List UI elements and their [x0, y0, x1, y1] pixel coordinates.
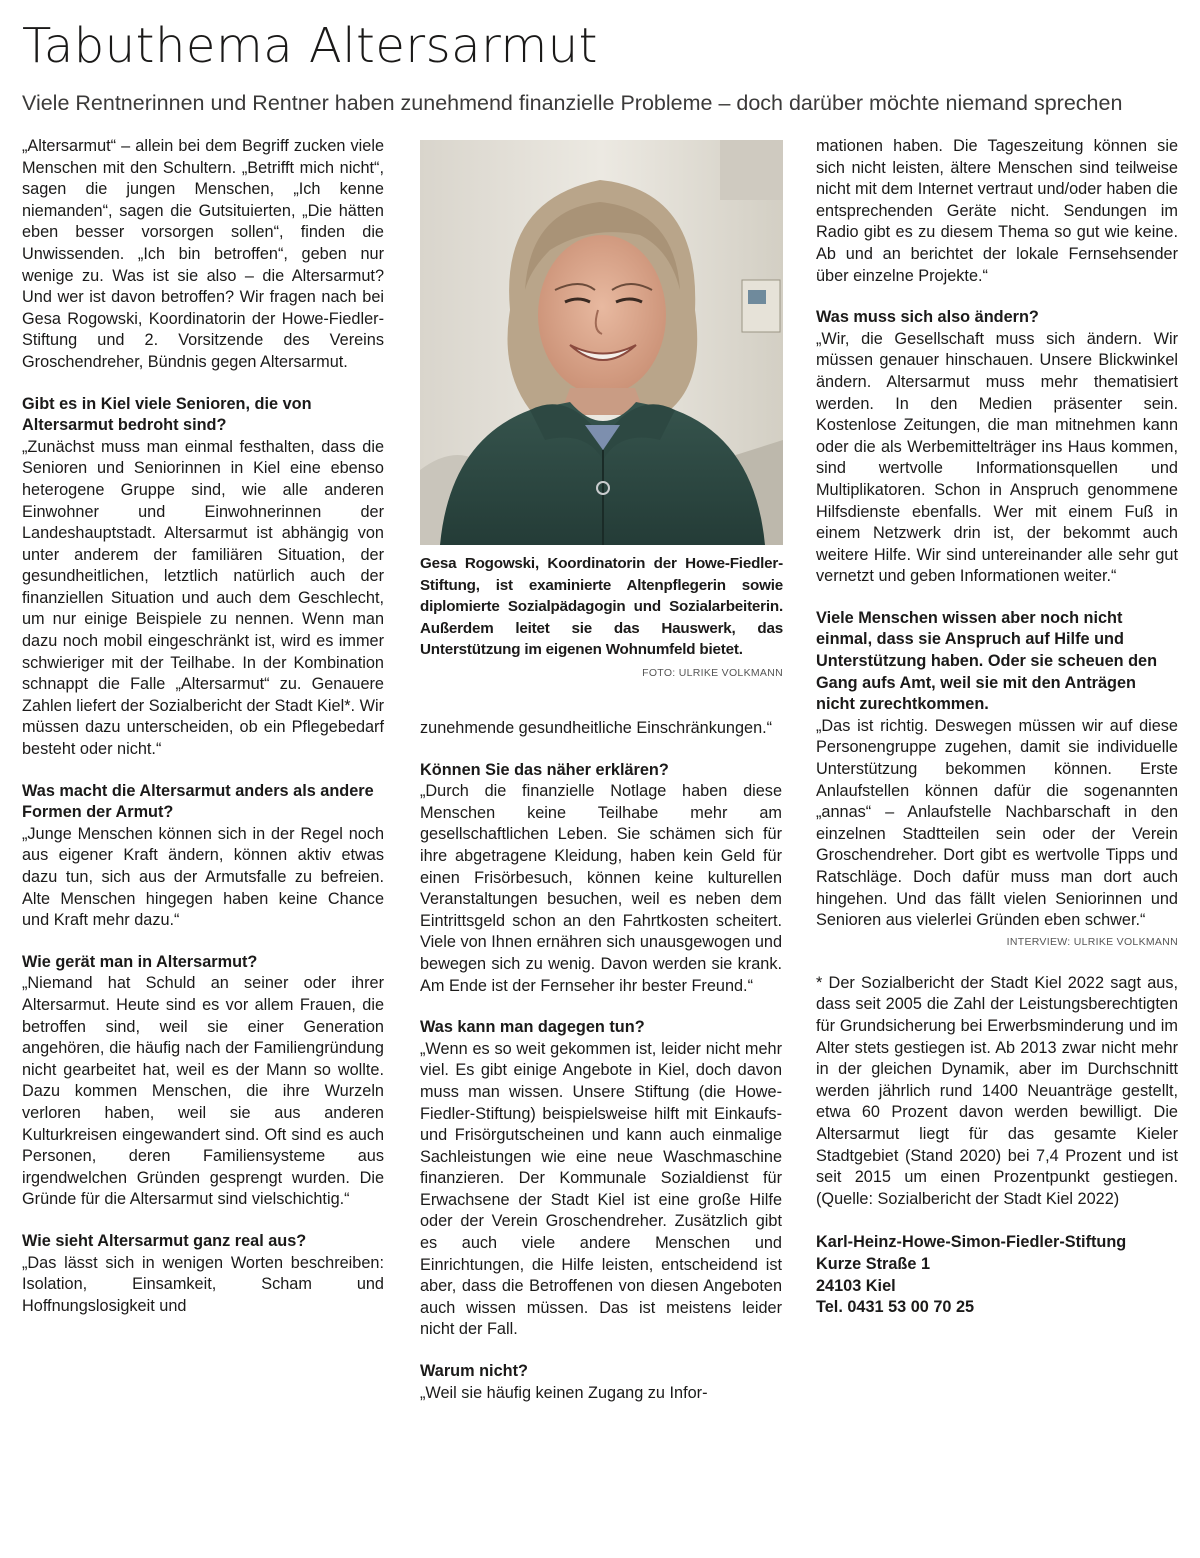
question-heading: Was muss sich also ändern? [816, 308, 1039, 327]
question-heading: Was kann man dagegen tun? [420, 1018, 645, 1037]
answer-paragraph: „Wenn es so weit gekommen ist, leider nicht mehr viel. Es gibt einige Angebote in Kiel, doch davon muss man wissen. Unsere Stiftung (die Howe-Fiedler-Stiftung) beispielsweise hilft mit Einkaufs- und Frisörgutscheinen und kann auch einmalige Sachleistungen wie eine neue Waschmaschine finanzieren. Der Kommunale Sozialdienst für Erwachsene der Stadt Kiel ist eine große Hilfe oder der Verein Groschendreher. Zusätzlich gibt es auch viele andere Menschen und Einrichtungen, die Hilfe leisten, entscheidend ist aber, dass die Betroffenen von diesen Angeboten auch wissen müssen. Das ist meistens leider nicht der Fall. [420, 1039, 782, 1339]
interview-credit: INTERVIEW: ULRIKE VOLKMANN [1006, 935, 1178, 948]
foundation-address [816, 1232, 1178, 1318]
answer-paragraph: „Das ist richtig. Deswegen müssen wir auf diese Personengruppe zugehen, damit sie individuelle Unterstützung bekommen können. Erste Anlaufstellen können dafür die sogenannten „annas“ – Anlaufstelle Nachbarschaft in den einzelnen Stadtteilen sein oder der Verein Groschendreher. Dort gibt es wertvolle Tipps und Ratschläge. Doch dafür muss man dort auch hingehen. Und das fällt vielen Seniorinnen und Senioren aus vielerlei Gründen eben schwer.“ [816, 716, 1178, 930]
question-heading: Wie gerät man in Altersarmut? [22, 952, 258, 971]
answer-paragraph: „Das lässt sich in wenigen Worten beschreiben: Isolation, Einsamkeit, Scham und Hoffnungslosigkeit und [22, 1253, 384, 1315]
question-heading: Wie sieht Altersarmut ganz real aus? [22, 1231, 307, 1250]
caption-text: Gesa Rogowski, Koordinatorin der Howe-Fiedler-Stiftung, ist examinierte Altenpflegerin sowie diplomierte Sozialpädagogin und Sozialarbeiterin. Außerdem leitet sie das Hauswerk, das Unterstützung im eigenen Wohnumfeld bietet. [420, 555, 783, 659]
answer-paragraph: „Zunächst muss man einmal festhalten, dass die Senioren und Seniorinnen in Kiel eine ebenso heterogene Gruppe sind, wie alle anderen Einwohner und Einwohnerinnen der Landeshauptstadt. Altersarmut ist abhängig von unter anderem der familiären Situation, der gesundheitlichen, letztlich natürlich auch der finanziellen Situation und auch dem Geschlecht, um nur einige Beispiele zu nennen. Wenn man dazu noch mobil eingeschränkt ist, wird es immer schwieriger mit der Teilhabe. In der Kombination schnappt die Falle „Altersarmut“ zu. Genauere Zahlen liefert der Sozialbericht der Stadt Kiel*. Wir müssen dazu unterscheiden, ob ein Pflegebedarf besteht oder nicht.“ [22, 437, 384, 759]
answer-paragraph: „Niemand hat Schuld an seiner oder ihrer Altersarmut. Heute sind es vor allem Frauen, die betroffen sind, weil sie einer Generation angehören, die häufig nach der Familiengründung nicht gearbeitet hat, weil es der Mann so wollte. Dazu kommen Menschen, die ihre Wurzeln verloren haben, weil sie aus anderen Kulturkreisen eingewandert sind. Oft sind es auch Personen, deren Familiensysteme aus irgendwelchen Gründen gesprengt wurden. Die Gründe für die Altersarmut sind vielschichtig.“ [22, 974, 384, 1209]
question-heading: Können Sie das näher erklären? [420, 760, 669, 779]
photo-credit: FOTO: ULRIKE VOLKMANN [642, 666, 783, 679]
question-heading: Viele Menschen wissen aber noch nicht einmal, dass sie Anspruch auf Hilfe und Unterstützung haben. Oder sie scheuen den Gang aufs Amt, weil sie mit den Anträgen nicht zurechtkommen. [816, 608, 1158, 714]
answer-paragraph: „Durch die finanzielle Notlage haben diese Menschen keine Teilhabe mehr am gesellschaftlichen Leben. Sie schämen sich für ihre abgetragene Kleidung, haben kein Geld für einen Frisörbesuch, können keine kulturellen Veranstaltungen besuchen, weil es neben dem Eintrittsgeld schon an den Fahrtkosten scheitert. Viele von Ihnen ernähren sich unausgewogen und bewegen sich zu wenig. Davon werden sie krank. Am Ende ist der Fernseher ihr bester Freund.“ [420, 782, 782, 995]
subline: Viele Rentnerinnen und Rentner haben zunehmend finanzielle Probleme – doch darüber möchte niemand sprechen [22, 91, 1123, 115]
address-street: Kurze Straße 1 [816, 1254, 931, 1273]
photo-caption [420, 553, 783, 685]
article-column-2 [420, 718, 782, 1404]
address-phone: Tel. 0431 53 00 70 25 [816, 1298, 975, 1317]
headline: Tabuthema Altersarmut [22, 18, 598, 74]
address-name: Karl-Heinz-Howe-Simon-Fiedler-Stiftung [816, 1233, 1127, 1252]
portrait-photo [420, 140, 783, 545]
answer-paragraph: „Junge Menschen können sich in der Regel noch aus eigener Kraft ändern, können aktiv etwas dazu tun, sich aus der Armutsfalle zu befreien. Alte Menschen hingegen haben keine Chance und Kraft mehr dazu.“ [22, 824, 384, 930]
answer-paragraph: „Weil sie häufig keinen Zugang zu Infor- [420, 1383, 708, 1402]
portrait-illustration [420, 140, 783, 545]
address-city: 24103 Kiel [816, 1276, 896, 1295]
continued-paragraph: zunehmende gesundheitliche Einschränkungen.“ [420, 719, 773, 737]
intro-paragraph: „Altersarmut“ – allein bei dem Begriff zucken viele Menschen mit den Schultern. „Betrifft mich nicht“, sagen die jungen Menschen, „Ich kenne niemanden“, sagen die Gutsituierten, „Die hätten eben besser vorsorgen sollen“, finden die Unwissenden. „Ich bin betroffen“, geben nur wenige zu. Was ist sie also – die Altersarmut? Und wer ist davon betroffen? Wir fragen nach bei Gesa Rogowski, Koordinatorin der Howe-Fiedler-Stiftung und 2. Vorsitzende des Vereins Groschendreher, Bündnis gegen Altersarmut. [22, 137, 384, 371]
article-column-3 [816, 136, 1178, 1319]
continued-paragraph: mationen haben. Die Tageszeitung können sie sich nicht leisten, ältere Menschen sind teilweise nicht mit dem Internet vertraut und/oder haben die entsprechenden Geräte nicht. Sendungen im Radio gibt es zu diesem Thema so gut wie keine. Ab und an berichtet der lokale Fernsehsender über einzelne Projekte.“ [816, 137, 1178, 285]
question-heading: Was macht die Altersarmut anders als andere Formen der Armut? [22, 781, 374, 822]
article-column-1 [22, 136, 384, 1317]
answer-paragraph: „Wir, die Gesellschaft muss sich ändern. Wir müssen genauer hinschauen. Unsere Blickwinkel ändern. Altersarmut muss mehr thematisiert werden. In den Medien präsenter sein. Kostenlose Zeitungen, die man mitnehmen kann oder die als Werbemittelträger ins Haus kommen, sind wertvolle Informationsquellen und Multiplikatoren. Schon in Anspruch genommene Hilfsdienste ebenfalls. Wer mit einem Fuß in einem Netzwerk drin ist, der bekommt auch weitere Hilfe. Wir sind untereinander alle sehr gut vernetzt und geben Informationen weiter.“ [816, 329, 1178, 586]
question-heading: Gibt es in Kiel viele Senioren, die von Altersarmut bedroht sind? [22, 394, 312, 435]
footnote: * Der Sozialbericht der Stadt Kiel 2022 sagt aus, dass seit 2005 die Zahl der Leistungsberechtigten für Grundsicherung bei Erwerbsminderung und im Alter stets gestiegen ist. Ab 2013 zwar nicht mehr in der gleichen Dynamik, aber im Durchschnitt werden jährlich rund 1400 Neuanträge gestellt, etwa 60 Prozent davon werden bewilligt. Die Altersarmut liegt für das gesamte Kieler Stadtgebiet (Stand 2020) bei 7,4 Prozent und ist seit 2015 um einen Prozentpunkt gestiegen. (Quelle: Sozialbericht der Stadt Kiel 2022) [816, 973, 1178, 1208]
question-heading: Warum nicht? [420, 1362, 528, 1381]
